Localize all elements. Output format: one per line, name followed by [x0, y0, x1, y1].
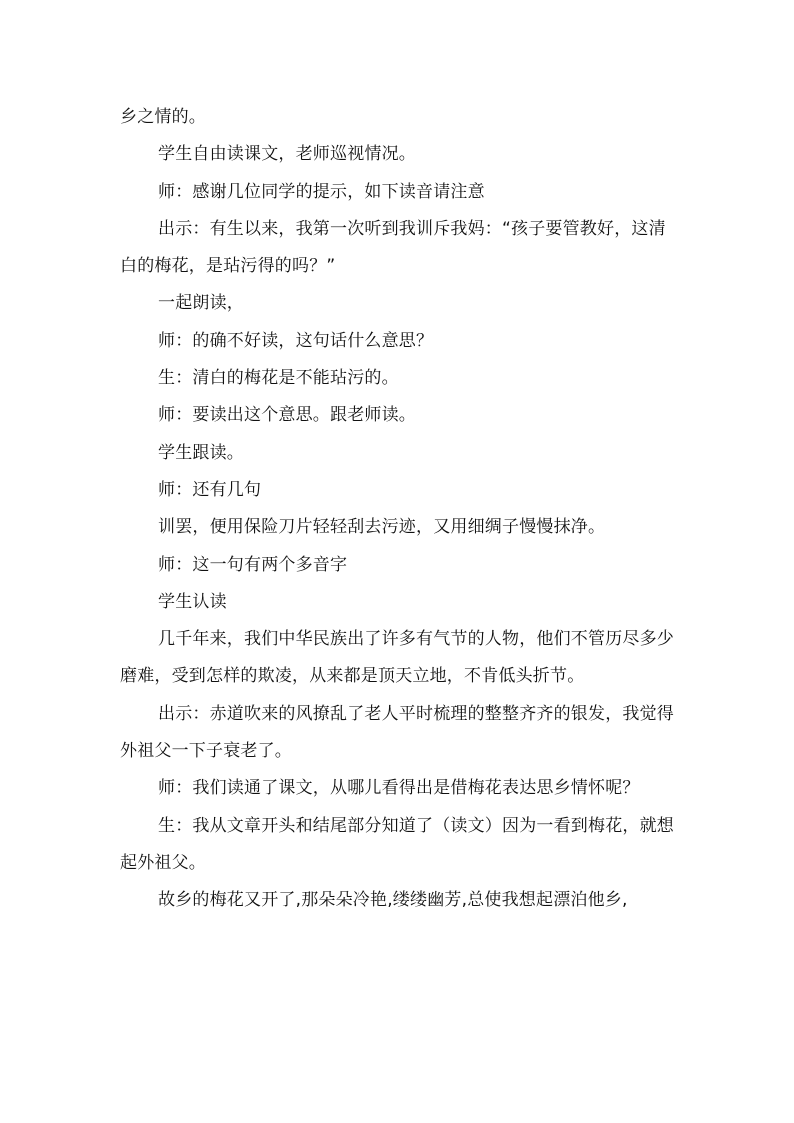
- paragraph-18: 故乡的梅花又开了,那朵朵冷艳,缕缕幽芳,总使我想起漂泊他乡,: [158, 890, 628, 911]
- paragraph-5: 一起朗读，: [158, 293, 244, 314]
- paragraph-15: 出示：赤道吹来的风撩乱了老人平时梳理的整整齐齐的银发，我觉得外祖父一下子衰老了。: [120, 703, 674, 762]
- paragraph-12: 师：这一句有两个多音字: [158, 554, 348, 575]
- paragraph-6: 师：的确不好读，这句话什么意思？: [158, 330, 434, 351]
- paragraph-16: 师：我们读通了课文，从哪儿看得出是借梅花表达思乡情怀呢？: [158, 778, 640, 799]
- paragraph-8: 师：要读出这个意思。跟老师读。: [158, 405, 416, 426]
- paragraph-14: 几千年来，我们中华民族出了许多有气节的人物，他们不管历尽多少磨难，受到怎样的欺凌，从来都是顶天立地，不肯低头折节。: [120, 629, 674, 687]
- paragraph-4: 出示：有生以来，我第一次听到我训斥我妈：“孩子要管教好，这清白的梅花，是玷污得的吗？”: [120, 218, 666, 277]
- paragraph-7: 生：清白的梅花是不能玷污的。: [158, 368, 399, 389]
- paragraph-10: 师：还有几句: [158, 479, 262, 500]
- document-body: [120, 99, 678, 920]
- paragraph-17: 生：我从文章开头和结尾部分知道了（读文）因为一看到梅花，就想起外祖父。: [120, 815, 674, 873]
- paragraph-1: 乡之情的。: [120, 107, 206, 127]
- paragraph-9: 学生跟读。: [158, 442, 244, 463]
- paragraph-11: 训罢，便用保险刀片轻轻刮去污迹，又用细绸子慢慢抹净。: [158, 517, 606, 538]
- paragraph-2: 学生自由读课文，老师巡视情况。: [158, 144, 416, 165]
- paragraph-13: 学生认读: [158, 591, 227, 612]
- paragraph-3: 师：感谢几位同学的提示，如下读音请注意: [158, 181, 485, 202]
